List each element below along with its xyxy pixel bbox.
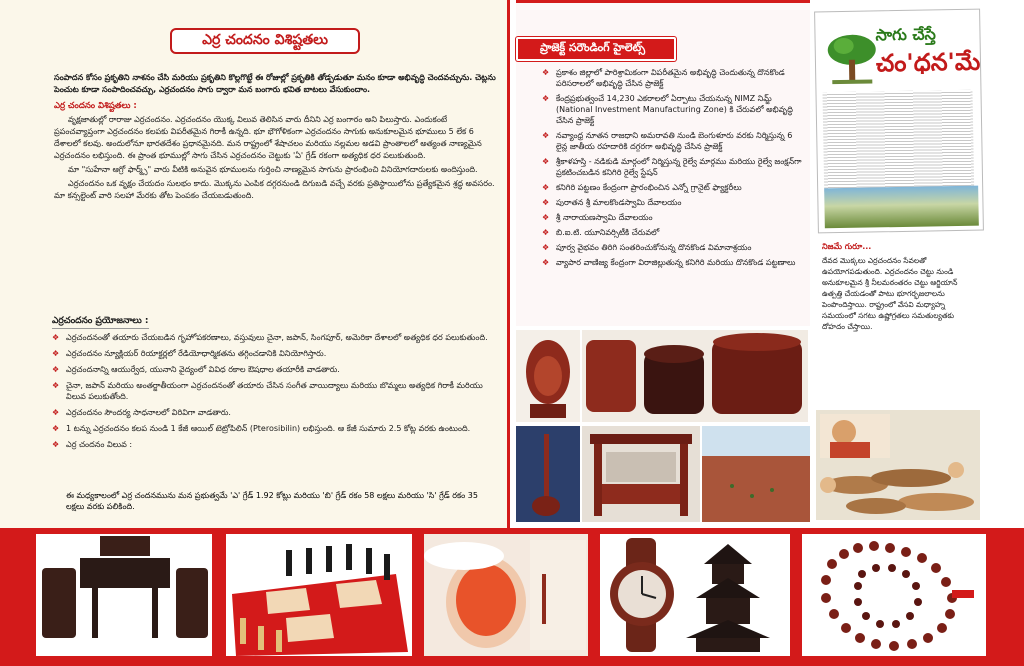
right-subheading: నిజమే గురూ...	[822, 242, 872, 251]
face-pack-photo	[424, 534, 588, 656]
features-subheading: ఎర్ర చందనం విశిష్టతలు :	[54, 101, 137, 111]
features-paragraph-1: వృక్షజాతుల్లో రారాజు ఎర్రచందనం. ఎర్రచందనం యొక్క విలువ తెలిసిన వారు దీనిని ఎర్ర బంగారం అని పిలుస్తారు. ఎందుకంటే ప్రపంచవ్యాప్తంగా ఎర్రచందనం కలపకు విపరీతమైన గిరాకీ ఉన్నది. భూ భౌగోళికంగా ఎర్రచందనం సాగుకు అనుకూలమైన భూములు 5 లేక 6 దేశాలలో కలవు. అందులోనూ భారతదేశం ప్రధానమైనది. మన రాష్ట్రంలో శేషాచలం మరియు నల్లమల అడవి ప్రాంతాలలో అత్యంత నాణ్యమైన ఎర్రచందనం లభిస్తుంది. ఈ ప్రాంత భూముల్లో సాగు చేసిన ఎర్రచందనం చెట్టుకు 'ఏ' గ్రేడ్ రకంగా అత్యధిక ధర పలుకుతుంది.	[54, 115, 482, 160]
list-item: ❖ కనిగిరి పట్టణం కేంద్రంగా ప్రారంభించిన ఎన్నో గ్రానైట్ ఫ్యాక్టరీలు	[542, 182, 804, 193]
list-item: ❖ 1 టన్ను ఎర్రచందనం కలప నుండి 1 కేజీ ఆయిల్ టెట్రోపిలిన్ (Pterosibilin) లభిస్తుంది. ఆ కేజీ సుమారు 2.5 కోట్ల వరకు ఉంటుంది.	[52, 423, 498, 434]
list-item: ❖ పురాతన శ్రీ మాలకొండస్వామి దేవాలయం	[542, 197, 804, 208]
farmland-photo	[702, 426, 810, 522]
list-item: ❖ ఎర్రచందనం న్యూక్లియర్ రియాక్టర్లలో రేడియోధార్మికతను తగ్గించడానికి వినియోగిస్తారు.	[52, 348, 498, 359]
tree-icon	[823, 29, 880, 86]
table-chairs-photo	[36, 534, 212, 656]
list-item: ❖ ఎర్రచందనం సౌందర్య సాధనాలలో విరివిగా వాడతారు.	[52, 407, 498, 418]
right-text: దేవద మొక్కలు ఎర్రచందనం సేవలతో ఉపయోగపడుతుంది. ఎర్రచందనం చెట్టు నుండి అనుకూలమైన శ్రీ నీలమఠంతరం చెట్టు ఆర్జియాన్ ఉత్పత్తి చేయడంతో పాటు భూగర్భజలాలను పెంపొందిస్తాయి. రాష్ట్రంలో వేసవి మధ్యాహ్న సమయంలో సగటు ఉష్ణోగ్రతలు సమతుల్యతకు దోహదం చేస్తాయి.	[822, 256, 958, 331]
left-panel	[0, 0, 510, 528]
newspaper-clipping	[814, 9, 984, 234]
page-title: ఎర్ర చందనం విశిష్టతలు	[170, 28, 360, 54]
carved-head-photo	[516, 330, 580, 422]
highlights-panel	[516, 0, 810, 326]
product-photos	[516, 330, 810, 524]
list-item: ❖ నవ్యాంధ్ర నూతన రాజధాని అమరావతి నుండి బెంగుళూరు వరకు నిర్మిస్తున్న 6 లైన్ల జాతీయ రహదారికి దగ్గరగా అభివృద్ధి చేసిన ప్రాజెక్ట్	[542, 130, 804, 152]
uses-list	[52, 332, 498, 455]
uses-heading: ఎర్రచందనం ప్రయోజనాలు :	[52, 316, 149, 329]
logs-photo	[816, 410, 980, 520]
list-item: ❖ వ్యాపార వాణిజ్య కేంద్రంగా విరాజిల్లుతున్న కనిగిరి మరియు దొనకొండ పట్టణాలు	[542, 257, 804, 268]
intro-text: సంపాదన కోసం ప్రకృతిని నాశనం చేసి మరియు ప్రకృతిని కొల్లగొట్టే ఈ రోజుల్లో ప్రకృతికి తోడ్పడుతూ మనం కూడా అభివృద్ధి చెందవచ్చును. చెట్లను పెంచుట కూడా సంపాదించవచ్చు, ఎర్రచందనం సాగు ద్వారా మన బంగారు భవిత బాటలు వేసుకుందాం.	[54, 73, 496, 94]
instrument-photo	[516, 426, 580, 522]
list-item: ❖ ఎర్రచందనంతో తయారు చేయబడిన గృహోపకరణాలు, వస్తువులు చైనా, జపాన్, సింగపూర్, అమెరికా దేశాలలో అత్యధిక ధర పలుకుతుంది.	[52, 332, 498, 343]
bead-mala-photo	[802, 534, 986, 656]
price-text: ఈ మధ్యకాలంలో ఎర్ర చందనమును మన ప్రభుత్వమే 'ఎ' గ్రేడ్ 1.92 కోట్లు మరియు 'బి' గ్రేడ్ రకం 58 లక్షలు మరియు 'సి' గ్రేడ్ రకం 35 లక్షలు వరకు పలికింది.	[66, 491, 478, 511]
list-item: ❖ బి.ఐ.టి. యూనివర్సిటీకి చేరువలో	[542, 227, 804, 238]
news-headline-2: చం'ధన'మే	[875, 47, 981, 78]
intro-block	[54, 72, 498, 202]
list-item: ❖ పూర్వ వైభవం తిరిగి సంతరించుకోనున్న దొనకొండ విమానాశ్రయం	[542, 242, 804, 253]
right-column	[816, 238, 982, 520]
highlights-title: ప్రాజెక్ట్ సరౌండింగ్ హైలెట్స్	[516, 37, 676, 61]
list-item: ❖ చైనా, జపాన్ మరియు అంతర్జాతీయంగా ఎర్రచందనంతో తయారు చేసిన సంగీత వాయిద్యాలు మరియు బొమ్మలు అత్యధిక గిరాకీ మరియు విలువ పలుకుతోంది.	[52, 380, 498, 402]
features-paragraph-3: ఎర్రచందనం ఒక వృక్షం చేయదం సులభం కాదు. మొక్కను ఎంపిక దగ్గరనుండి దిగుబడి వచ్చే వరకు ప్రతిస్థాయిలోను ప్రత్యేకమైన శ్రద్ధ అవసరం. మా కన్సల్టెంట్ వారి సలహా మేరకు తోట పెంపకం చేయబడుతుంది.	[54, 179, 495, 200]
list-item: ❖ ఎర్ర చందనం విలువ :	[52, 439, 498, 450]
list-item: ❖ శ్రీకాళహస్తి - నడికుడి మార్గంలో నిర్మిస్తున్న రైల్వే మార్గము మరియు రైల్వే జంక్షన్‌గా ప్రకటించబడిన కనిగిరి రైల్వే స్టేషన్	[542, 156, 804, 178]
list-item: ❖ కేంద్రప్రభుత్వంచే 14,230 ఎకరాలలో ఏర్పాటు చేయనున్న NIMZ నిమ్జ్ (National Investment Manufacturing Zone) కి చేరువలో అభివృద్ధి చేసిన ప్రాజెక్ట్	[542, 93, 804, 126]
news-body-text	[822, 90, 974, 193]
wood-logs-photo	[582, 330, 808, 422]
features-paragraph-2: మా "సుహేనా ఆగ్రో ఫార్మ్స్" వారు వీటికి అనువైన భూములను గుర్తించి నాణ్యమైన సాగును ప్రారంభించి వినియోగదారులకు అందిస్తుంది.	[68, 165, 478, 174]
chess-board-photo	[226, 534, 412, 656]
highlights-list	[542, 67, 804, 272]
list-item: ❖ ఎర్రచందనాన్ని ఆయుర్వేద, యునాని వైద్యంలో వివిధ రకాల ఔషధాల తయారీకి వాడతారు.	[52, 364, 498, 375]
product-banner	[0, 528, 1024, 666]
watch-pagoda-photo	[600, 534, 790, 656]
list-item: ❖ శ్రీ నారాయణస్వామి దేవాలయం	[542, 212, 804, 223]
news-headline-1: సాగు చేస్తే	[875, 24, 936, 45]
list-item: ❖ ప్రకాశం జిల్లాలో పారిశ్రామికంగా విపరీతమైన అభివృద్ధి చెందుతున్న దొనకొండ పరిసరాలలో అభివృద్ధి చేసిన ప్రాజెక్ట్	[542, 67, 804, 89]
plantation-photo	[824, 186, 979, 229]
furniture-photo	[582, 426, 700, 522]
